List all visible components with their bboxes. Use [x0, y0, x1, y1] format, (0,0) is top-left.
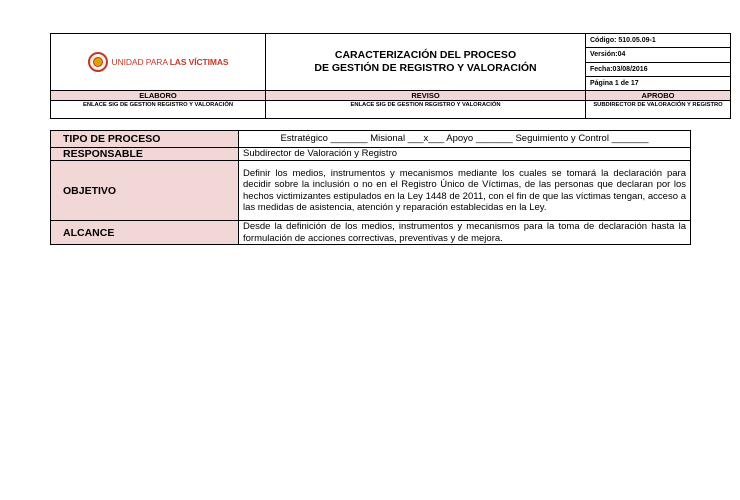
elaboro-header: ELABORO	[51, 91, 266, 101]
reviso-value: ENLACE SIG DE GESTION REGISTRO Y VALORACIÓN	[266, 101, 586, 119]
table-row	[51, 131, 691, 148]
objetivo-value: Definir los medios, instrumentos y mecanismos mediante los cuales se tomará la declaración para decidir sobre la inclusión o no en el Registro Único de Víctimas, de las personas que declaran por los hechos victimizantes estipulados en la Ley 1448 de 2011, con el fin de que las víctimas tengan, acceso a las medidas de asistencia, atención y reparación establecidas en la Ley.	[239, 161, 691, 221]
title-line-1: CARACTERIZACIÓN DEL PROCESO	[334, 49, 517, 61]
responsable-value: Subdirector de Valoración y Registro	[239, 148, 691, 161]
table-row	[51, 148, 691, 161]
alcance-value: Desde la definición de los medios, instrumentos y mecanismos para la toma de declaración hasta la formulación de acciones correctivas, preventivas y de mejora.	[239, 221, 691, 245]
aprobo-header: APROBO	[586, 91, 731, 101]
objetivo-label: OBJETIVO	[51, 161, 239, 221]
title-line-2: DE GESTIÓN DE REGISTRO Y VALORACIÓN	[314, 62, 537, 74]
document-version: Versión:04	[586, 48, 731, 62]
logo-cell	[51, 34, 266, 91]
logo-text: UNIDAD PARA LAS VÍCTIMAS	[111, 57, 229, 67]
aprobo-value: SUBDIRECTOR DE VALORACIÓN Y REGISTRO	[586, 101, 731, 119]
document-header	[50, 33, 731, 119]
process-characterization-table	[50, 130, 691, 245]
unidad-victimas-logo	[51, 34, 265, 90]
document-title	[266, 34, 586, 91]
table-row	[51, 221, 691, 245]
responsable-label: RESPONSABLE	[51, 148, 239, 161]
page-number: Página 1 de 17	[586, 76, 731, 90]
document-date: Fecha:03/08/2016	[586, 62, 731, 76]
tipo-proceso-value: Estratégico _______ Misional ___x___ Apoyo _______ Seguimiento y Control _______	[239, 131, 691, 148]
tipo-proceso-label: TIPO DE PROCESO	[51, 131, 239, 148]
alcance-label: ALCANCE	[51, 221, 239, 245]
document-code: Código: 510.05.09-1	[586, 34, 731, 48]
coat-of-arms-icon	[88, 52, 108, 72]
reviso-header: REVISO	[266, 91, 586, 101]
table-row	[51, 161, 691, 221]
elaboro-value: ENLACE SIG DE GESTION REGISTRO Y VALORACIÓN	[51, 101, 266, 119]
